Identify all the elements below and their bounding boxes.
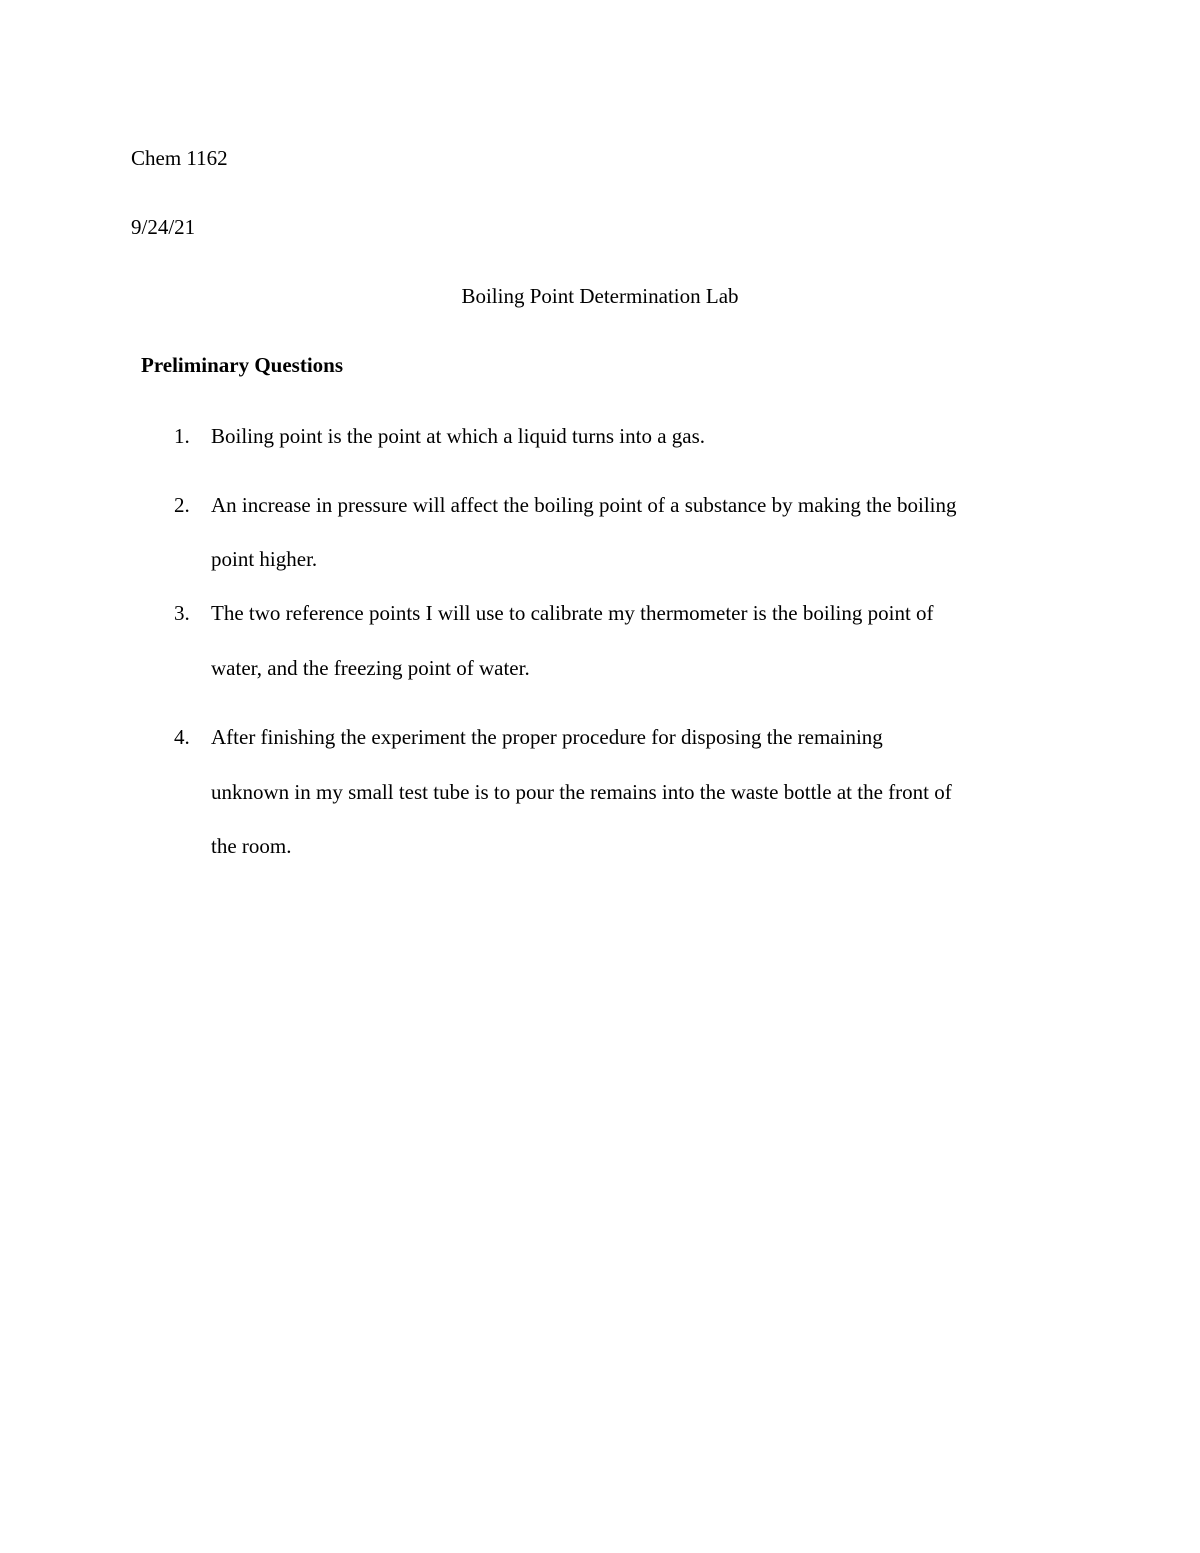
question-text-line: unknown in my small test tube is to pour the remains into the waste bottle at the front of — [211, 780, 952, 804]
section-heading: Preliminary Questions — [141, 353, 344, 377]
question-text-line: Boiling point is the point at which a liquid turns into a gas. — [211, 424, 706, 448]
question-text-line: water, and the freezing point of water. — [211, 656, 530, 680]
question-text-line: point higher. — [211, 547, 318, 571]
question-text-line: After finishing the experiment the proper procedure for disposing the remaining — [211, 725, 883, 749]
question-number: 4. — [174, 725, 190, 749]
question-number: 1. — [174, 424, 190, 448]
question-number: 2. — [174, 493, 190, 517]
question-text-line: The two reference points I will use to calibrate my thermometer is the boiling point of — [211, 601, 934, 625]
question-number: 3. — [174, 601, 190, 625]
course-name: Chem 1162 — [131, 146, 228, 170]
question-text-line: An increase in pressure will affect the boiling point of a substance by making the boiling — [211, 493, 957, 517]
document-date: 9/24/21 — [131, 215, 196, 239]
document-title: Boiling Point Determination Lab — [461, 284, 739, 308]
question-text-line: the room. — [211, 834, 292, 858]
